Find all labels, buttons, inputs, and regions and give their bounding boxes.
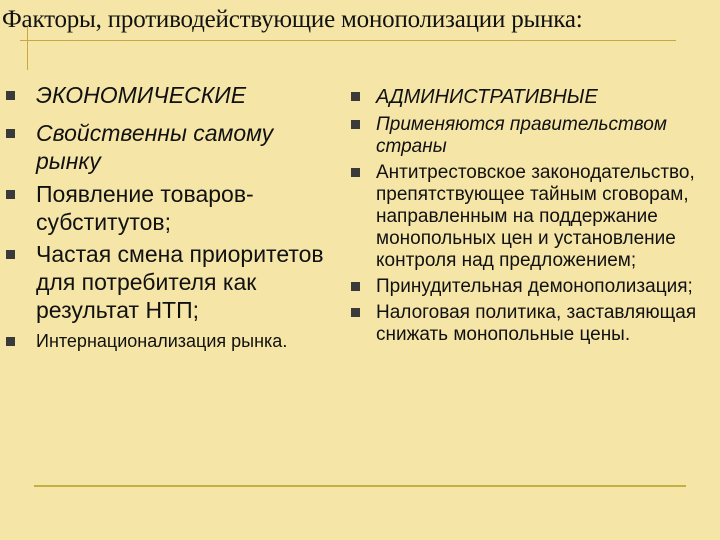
square-bullet-icon bbox=[351, 120, 360, 129]
list-item bbox=[4, 119, 344, 175]
list-item-text: Налоговая политика, заставляющая снижать монопольные цены. bbox=[376, 302, 697, 345]
square-bullet-icon bbox=[351, 92, 360, 101]
list-item bbox=[350, 114, 710, 158]
list-item-text: Применяются правительством страны bbox=[376, 114, 667, 157]
administrative-factors-list bbox=[350, 86, 710, 346]
list-item-text: Принудительная демонополизация; bbox=[376, 276, 693, 297]
square-bullet-icon bbox=[6, 91, 15, 100]
list-item-text: Интернационализация рынка. bbox=[36, 331, 288, 351]
list-item bbox=[4, 330, 344, 352]
list-item-text: Антитрестовское законодательство, препятствующее тайным сговорам, направленным на поддержание монопольных цен и установление контроля над предложением; bbox=[376, 162, 695, 271]
list-item-text: Свойственны самому рынку bbox=[36, 120, 274, 174]
square-bullet-icon bbox=[6, 190, 15, 199]
square-bullet-icon bbox=[6, 250, 15, 259]
list-item bbox=[350, 302, 710, 346]
square-bullet-icon bbox=[351, 282, 360, 291]
list-item bbox=[350, 86, 710, 108]
list-item bbox=[4, 180, 344, 236]
list-item-text: Появление товаров-субститутов; bbox=[36, 181, 254, 235]
list-item-text: Частая смена приоритетов для потребителя как результат НТП; bbox=[36, 241, 324, 323]
administrative-heading: АДМИНИСТРАТИВНЫЕ bbox=[376, 86, 598, 108]
bottom-divider bbox=[34, 485, 686, 487]
square-bullet-icon bbox=[351, 168, 360, 177]
economic-heading: ЭКОНОМИЧЕСКИЕ bbox=[36, 82, 247, 108]
list-item bbox=[350, 276, 710, 298]
economic-factors-list bbox=[4, 81, 344, 352]
title-underline bbox=[20, 40, 676, 41]
square-bullet-icon bbox=[6, 129, 15, 138]
list-item bbox=[4, 240, 344, 324]
list-item bbox=[4, 81, 344, 109]
list-item bbox=[350, 162, 710, 272]
square-bullet-icon bbox=[351, 308, 360, 317]
square-bullet-icon bbox=[6, 337, 15, 346]
slide-title: Факторы, противодействующие монополизации рынка: bbox=[2, 6, 583, 33]
